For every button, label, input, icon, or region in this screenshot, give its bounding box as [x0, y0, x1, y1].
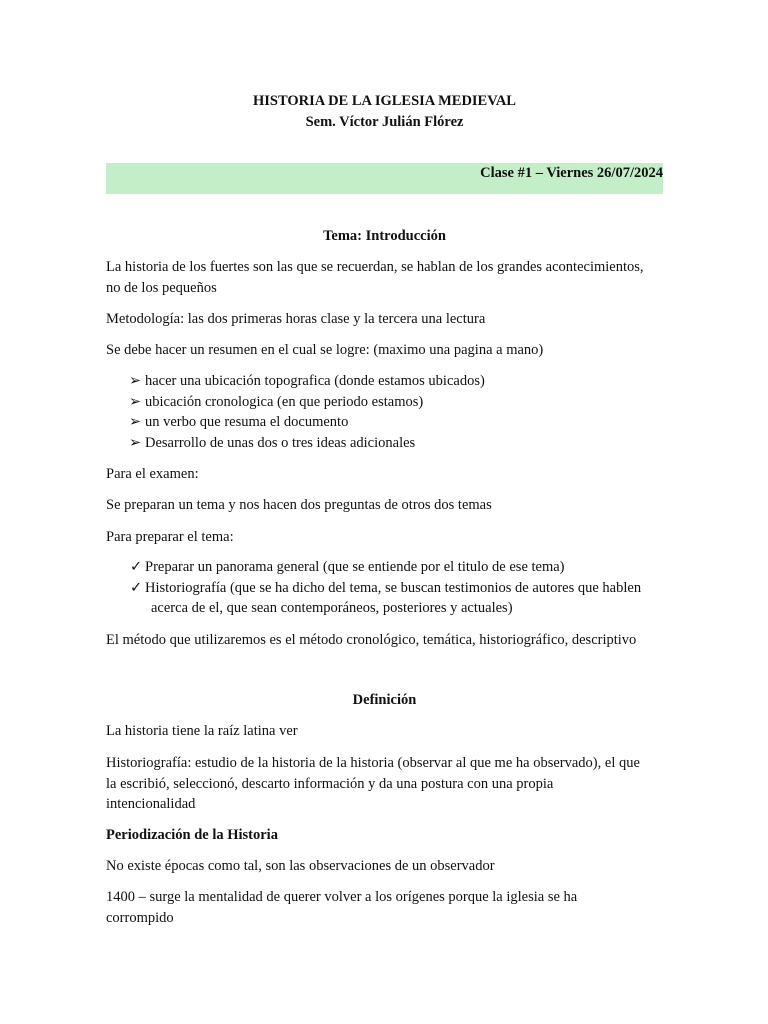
summary-paragraph: Se debe hacer un resumen en el cual se logre: (maximo una pagina a mano) [106, 342, 544, 358]
arrow-bullet-icon: ➢ [129, 373, 142, 389]
list-item: ➢ un verbo que resuma el documento [106, 412, 663, 433]
checkmark-icon: ✓ [130, 579, 143, 596]
prepare-check-list [106, 557, 663, 619]
document-author: Sem. Víctor Julián Flórez [305, 114, 464, 130]
method-paragraph: El método que utilizaremos es el método cronológico, temática, historiográfico, descriptivo [106, 632, 637, 648]
intro-line-2: no de los pequeños [106, 279, 217, 296]
year-1400-paragraph: 1400 – surge la mentalidad de querer volver a los orígenes porque la iglesia se ha corrompido [106, 889, 578, 926]
methodology-paragraph: Metodología: las dos primeras horas clase y la tercera una lectura [106, 311, 486, 327]
periodization-subheading: Periodización de la Historia [106, 827, 278, 843]
class-date-band [106, 163, 663, 194]
list-item: ✓ Historiografía (que se ha dicho del tema, se buscan testimonios de autores que hablen acerca de el, que sean contemporáneos, posteriores y actuales) [130, 579, 642, 616]
arrow-bullet-icon: ➢ [129, 434, 142, 451]
root-paragraph: La historia tiene la raíz latina ver [106, 723, 298, 739]
list-item: ➢ Desarrollo de unas dos o tres ideas adicionales [106, 433, 663, 454]
summary-bullet-list [106, 371, 663, 453]
intro-paragraph [106, 257, 663, 298]
intro-line-1: La historia de los fuertes son las que se recuerdan, se hablan de los grandes acontecimientos, [106, 259, 644, 275]
class-date-label: Clase #1 – Viernes 26/07/2024 [480, 165, 663, 181]
checkmark-icon: ✓ [130, 559, 143, 575]
arrow-bullet-icon: ➢ [129, 414, 142, 430]
list-item: ✓ Preparar un panorama general (que se entiende por el titulo de ese tema) [106, 557, 663, 578]
document-title: HISTORIA DE LA IGLESIA MEDIEVAL [253, 93, 516, 109]
exam-detail-paragraph: Se preparan un tema y nos hacen dos preguntas de otros dos temas [106, 497, 492, 513]
arrow-bullet-icon: ➢ [129, 393, 142, 410]
list-item: ➢ ubicación cronologica (en que periodo estamos) [106, 392, 663, 413]
epochs-paragraph: No existe épocas como tal, son las observaciones de un observador [106, 858, 495, 874]
topic-heading: Tema: Introducción [323, 228, 446, 244]
definition-heading: Definición [352, 692, 417, 708]
list-item: ➢ hacer una ubicación topografica (donde estamos ubicados) [106, 371, 663, 392]
historiography-paragraph: Historiografía: estudio de la historia de la historia (observar al que me ha observado), el que la escribió, seleccionó, descarto información y da una postura con una propia intencionalidad [106, 755, 640, 812]
exam-paragraph: Para el examen: [106, 466, 199, 482]
prepare-paragraph: Para preparar el tema: [106, 529, 234, 545]
